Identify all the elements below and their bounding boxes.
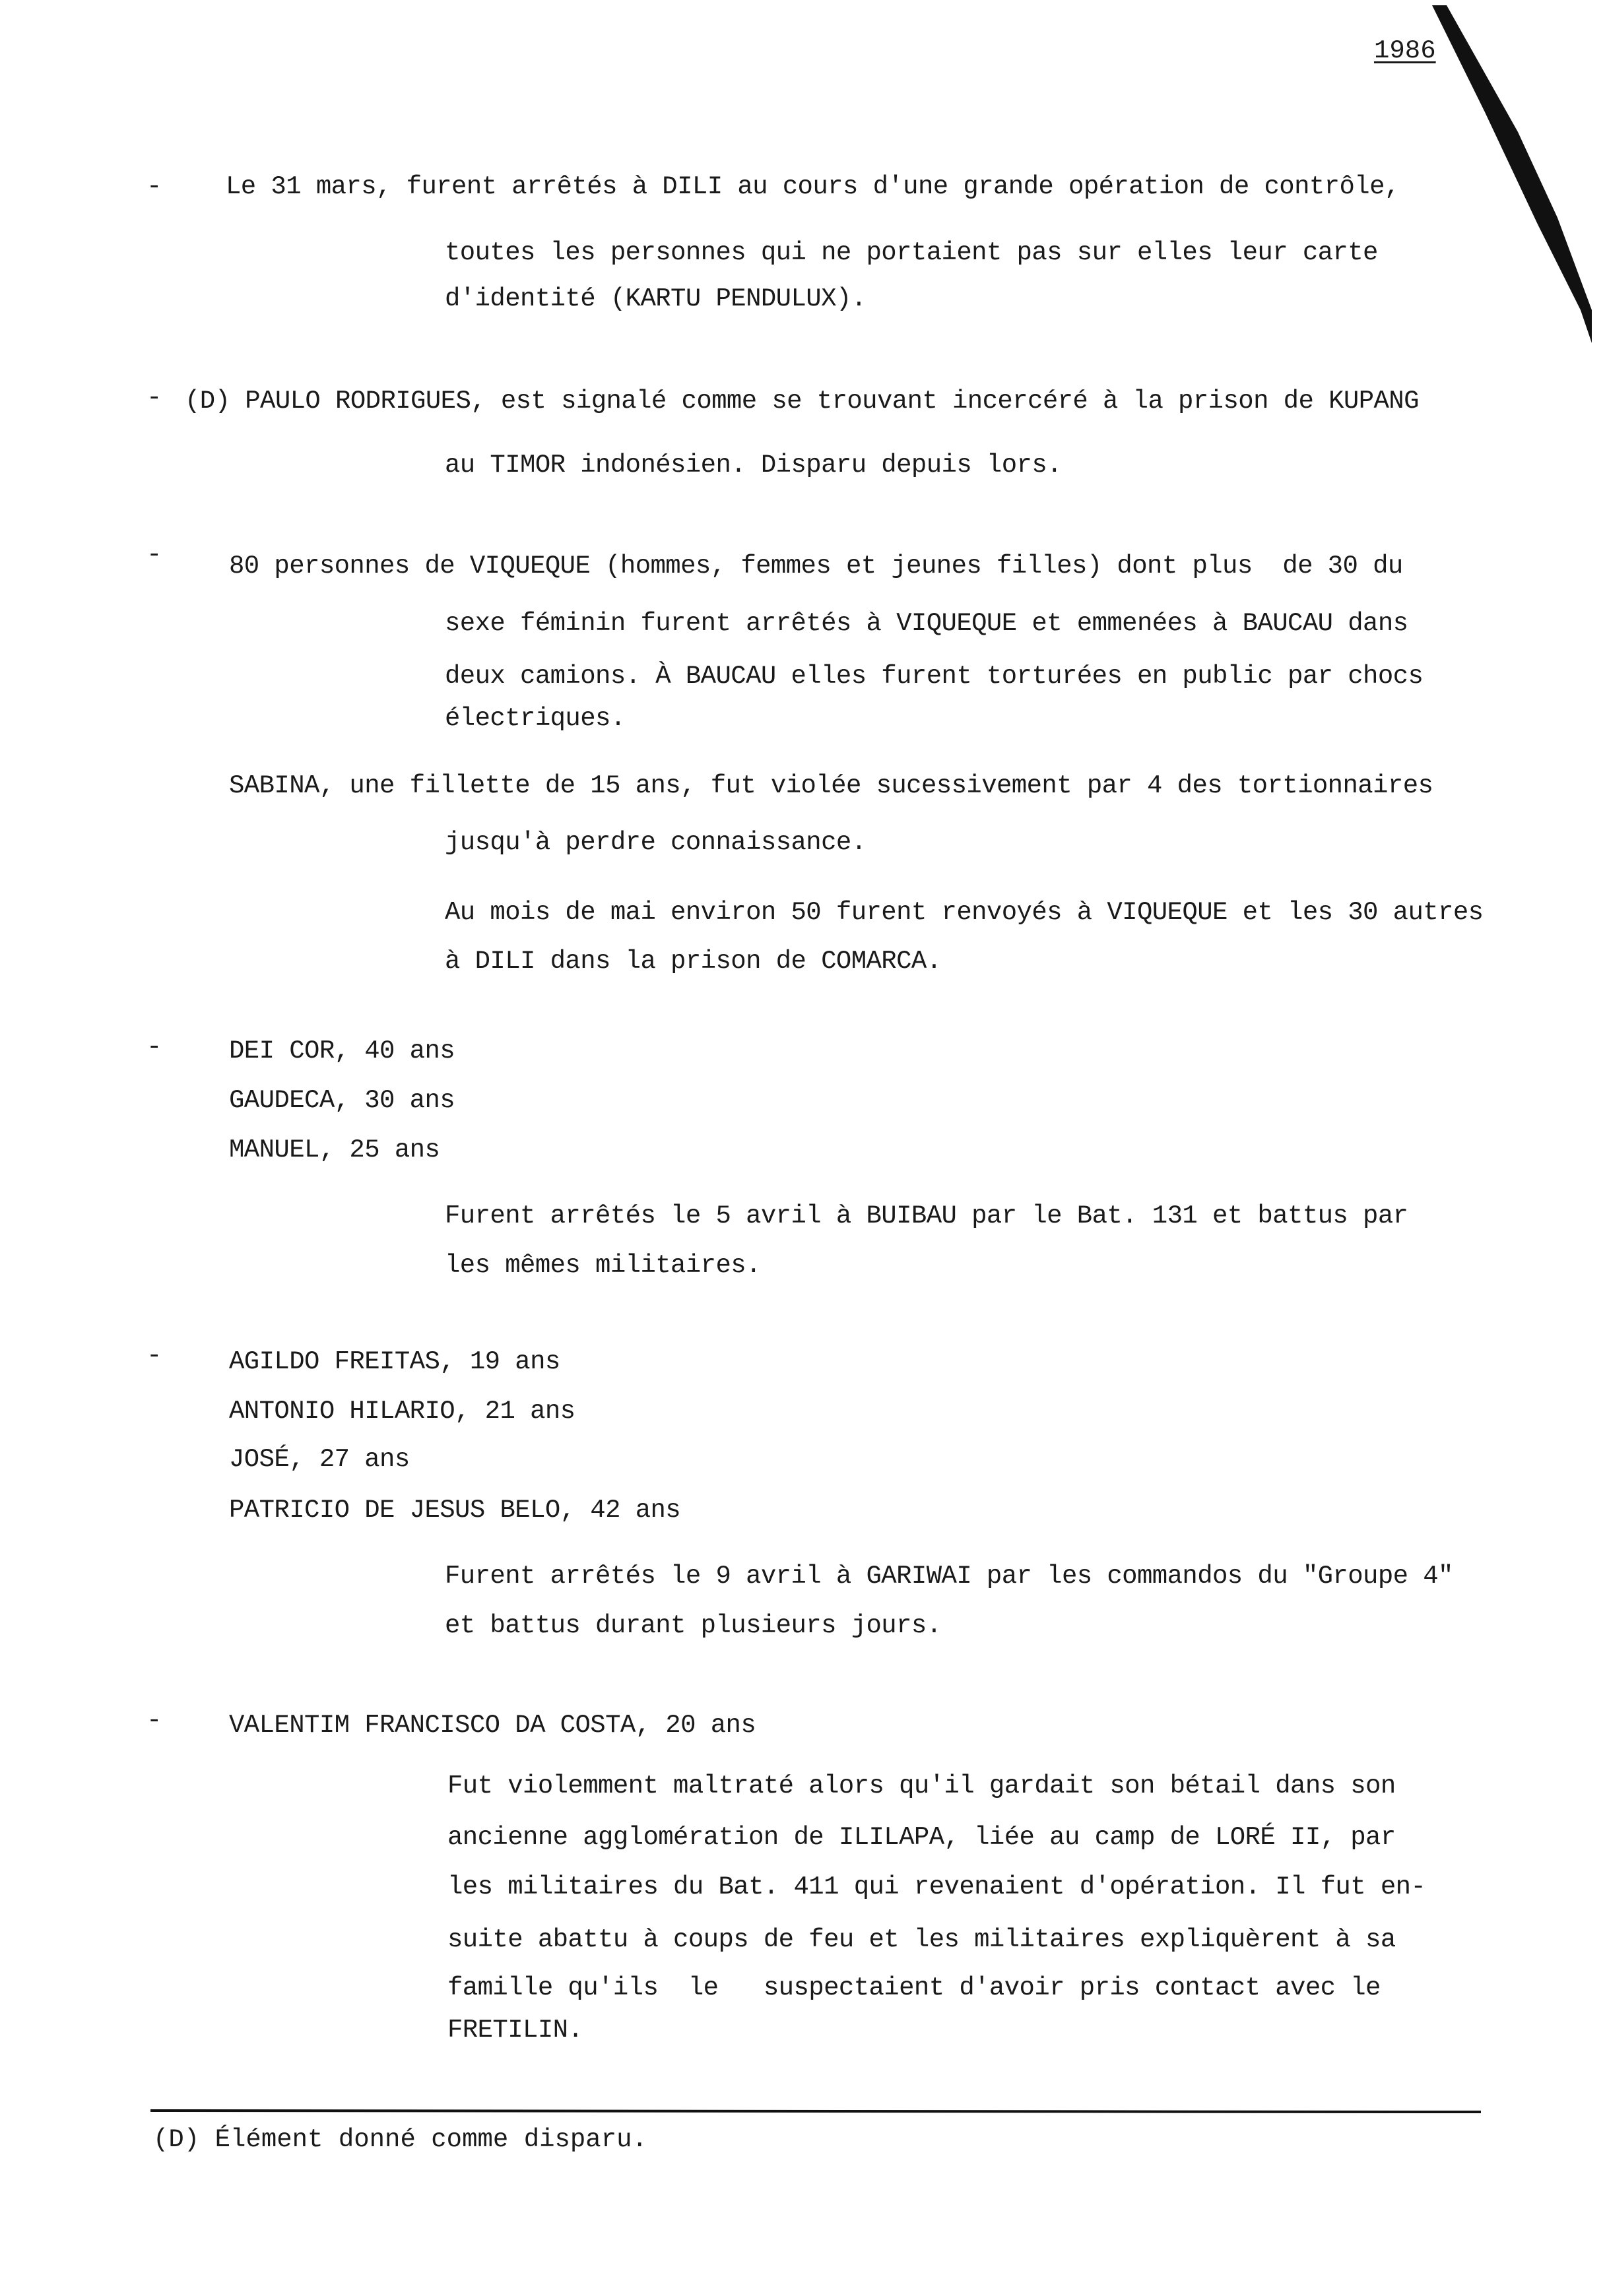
text-line: MANUEL, 25 ans	[229, 1135, 440, 1164]
text-line: GAUDECA, 30 ans	[229, 1086, 455, 1115]
bullet-dash: -	[147, 540, 162, 569]
bullet-dash: -	[147, 1706, 162, 1735]
text-line: PATRICIO DE JESUS BELO, 42 ans	[229, 1496, 681, 1525]
text-line: ancienne agglomération de ILILAPA, liée au camp de LORÉ II, par	[447, 1823, 1396, 1852]
text-line: ANTONIO HILARIO, 21 ans	[229, 1397, 575, 1426]
bullet-dash: -	[147, 1033, 162, 1062]
text-line: les militaires du Bat. 411 qui revenaient d'opération. Il fut en-	[447, 1872, 1426, 1901]
text-line: et battus durant plusieurs jours.	[445, 1611, 942, 1640]
text-line: toutes les personnes qui ne portaient pas sur elles leur carte	[445, 238, 1378, 267]
text-line: à DILI dans la prison de COMARCA.	[445, 947, 942, 976]
text-line: suite abattu à coups de feu et les militaires expliquèrent à sa	[447, 1925, 1396, 1954]
text-line: Furent arrêtés le 9 avril à GARIWAI par les commandos du "Groupe 4"	[445, 1562, 1453, 1591]
text-line: au TIMOR indonésien. Disparu depuis lors.	[445, 451, 1062, 480]
text-line: 80 personnes de VIQUEQUE (hommes, femmes et jeunes filles) dont plus de 30 du	[229, 552, 1403, 581]
text-line: DEI COR, 40 ans	[229, 1036, 455, 1066]
text-line: d'identité (KARTU PENDULUX).	[445, 284, 867, 313]
text-line: famille qu'ils le suspectaient d'avoir pris contact avec le	[447, 1973, 1381, 2002]
text-line: jusqu'à perdre connaissance.	[445, 828, 867, 857]
bullet-dash: -	[147, 172, 162, 201]
text-line: électriques.	[445, 704, 626, 733]
text-line: Au mois de mai environ 50 furent renvoyés à VIQUEQUE et les 30 autres	[445, 898, 1484, 927]
text-line: les mêmes militaires.	[445, 1251, 761, 1280]
text-line: SABINA, une fillette de 15 ans, fut violée sucessivement par 4 des tortionnaires	[229, 771, 1433, 800]
text-line: Fut violemment maltraté alors qu'il gardait son bétail dans son	[447, 1771, 1396, 1801]
text-line: AGILDO FREITAS, 19 ans	[229, 1347, 560, 1376]
text-line: Le 31 mars, furent arrêtés à DILI au cours d'une grande opération de contrôle,	[226, 172, 1400, 201]
text-line: JOSÉ, 27 ans	[229, 1445, 410, 1474]
page-number: 1986	[1374, 36, 1436, 65]
footnote-divider	[150, 2109, 1481, 2113]
text-line: deux camions. À BAUCAU elles furent torturées en public par chocs	[445, 662, 1424, 691]
text-line: Furent arrêtés le 5 avril à BUIBAU par le Bat. 131 et battus par	[445, 1201, 1408, 1230]
footnote: (D) Élément donné comme disparu.	[153, 2125, 647, 2154]
text-line: sexe féminin furent arrêtés à VIQUEQUE et emmenées à BAUCAU dans	[445, 609, 1408, 638]
text-line: (D) PAULO RODRIGUES, est signalé comme se trouvant incercéré à la prison de KUPANG	[185, 387, 1419, 416]
text-line: FRETILIN.	[447, 2016, 583, 2045]
bullet-dash: -	[147, 383, 162, 412]
text-line: VALENTIM FRANCISCO DA COSTA, 20 ans	[229, 1711, 756, 1740]
bullet-dash: -	[147, 1341, 162, 1370]
